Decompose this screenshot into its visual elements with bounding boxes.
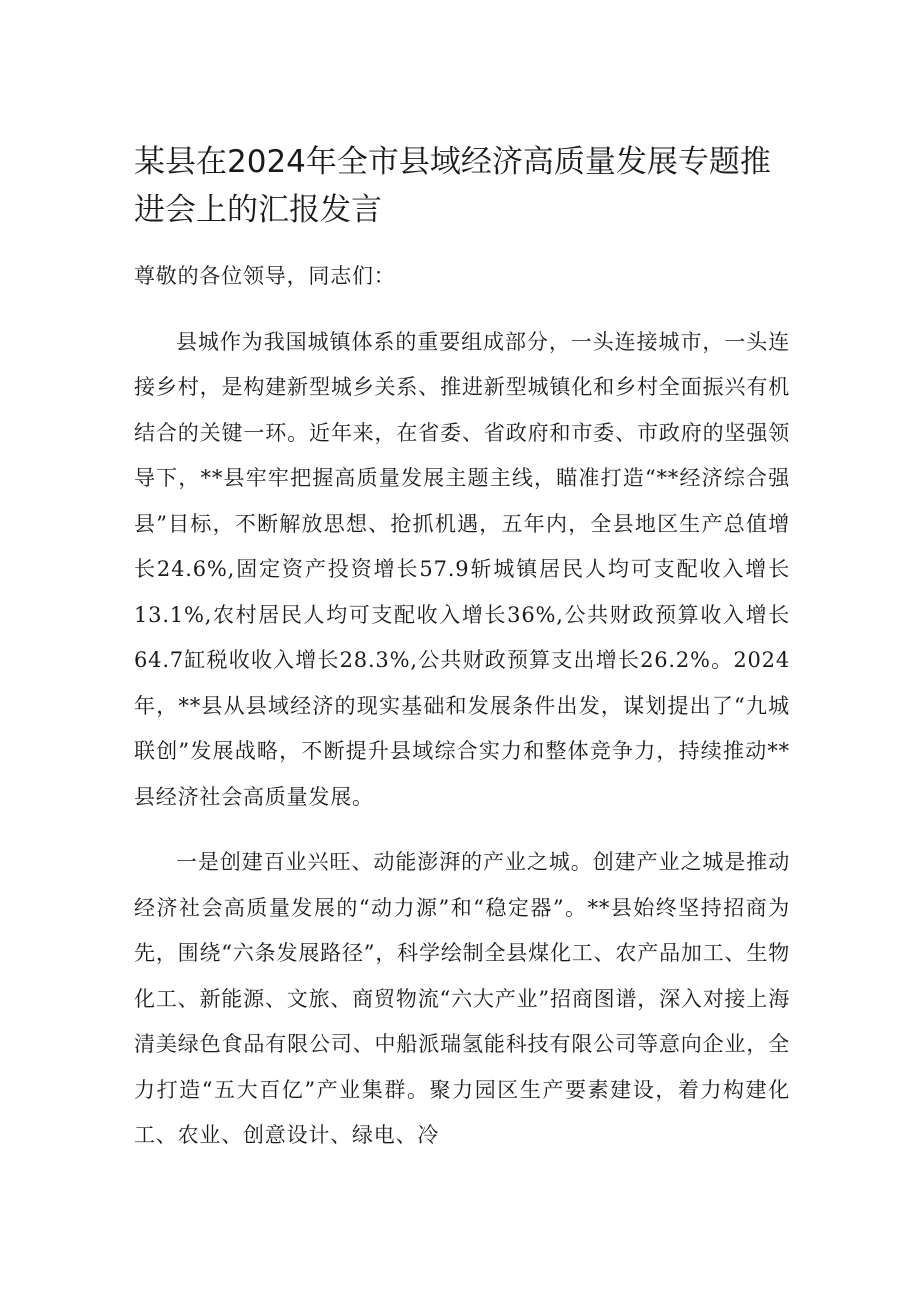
paragraph-intro: 县城作为我国城镇体系的重要组成部分，一头连接城市，一头连接乡村，是构建新型城乡关系、推进新型城镇化和乡村全面振兴有机结合的关键一环。近年来，在省委、省政府和市委、市政府的坚强领导下，**县牢牢把握高质量发展主题主线，瞄准打造“**经济综合强县”目标，不断解放思想、抢抓机遇，五年内，全县地区生产总值增长24.6%,固定资产投资增长57.9斩城镇居民人均可支配收入增长13.1%,农村居民人均可支配收入增长36%,公共财政预算收入增长64.7缸税收收入增长28.3%,公共财政预算支出增长26.2%。2024年，**县从县域经济的现实基础和发展条件出发，谋划提出了“九城联创”发展战略，不断提升县域综合实力和整体竞争力，持续推动**县经济社会高质量发展。: [134, 329, 790, 809]
document-title: 某县在2024年全市县域经济高质量发展专题推进会上的汇报发言: [134, 144, 771, 228]
paragraph-industry-city: 一是创建百业兴旺、动能澎湃的产业之城。创建产业之城是推动经济社会高质量发展的“动力源”和“稳定器”。**县始终坚持招商为先，围绕“六条发展路径”，科学绘制全县煤化工、农产品加工、生物化工、新能源、文旅、商贸物流“六大产业”招商图谱，深入对接上海清美绿色食品有限公司、中船派瑞氢能科技有限公司等意向企业，全力打造“五大百亿”产业集群。聚力园区生产要素建设，着力构建化工、农业、创意设计、绿电、冷: [134, 850, 790, 1147]
salutation: 尊敬的各位领导，同志们：: [134, 264, 396, 288]
document-body: [134, 254, 790, 1159]
